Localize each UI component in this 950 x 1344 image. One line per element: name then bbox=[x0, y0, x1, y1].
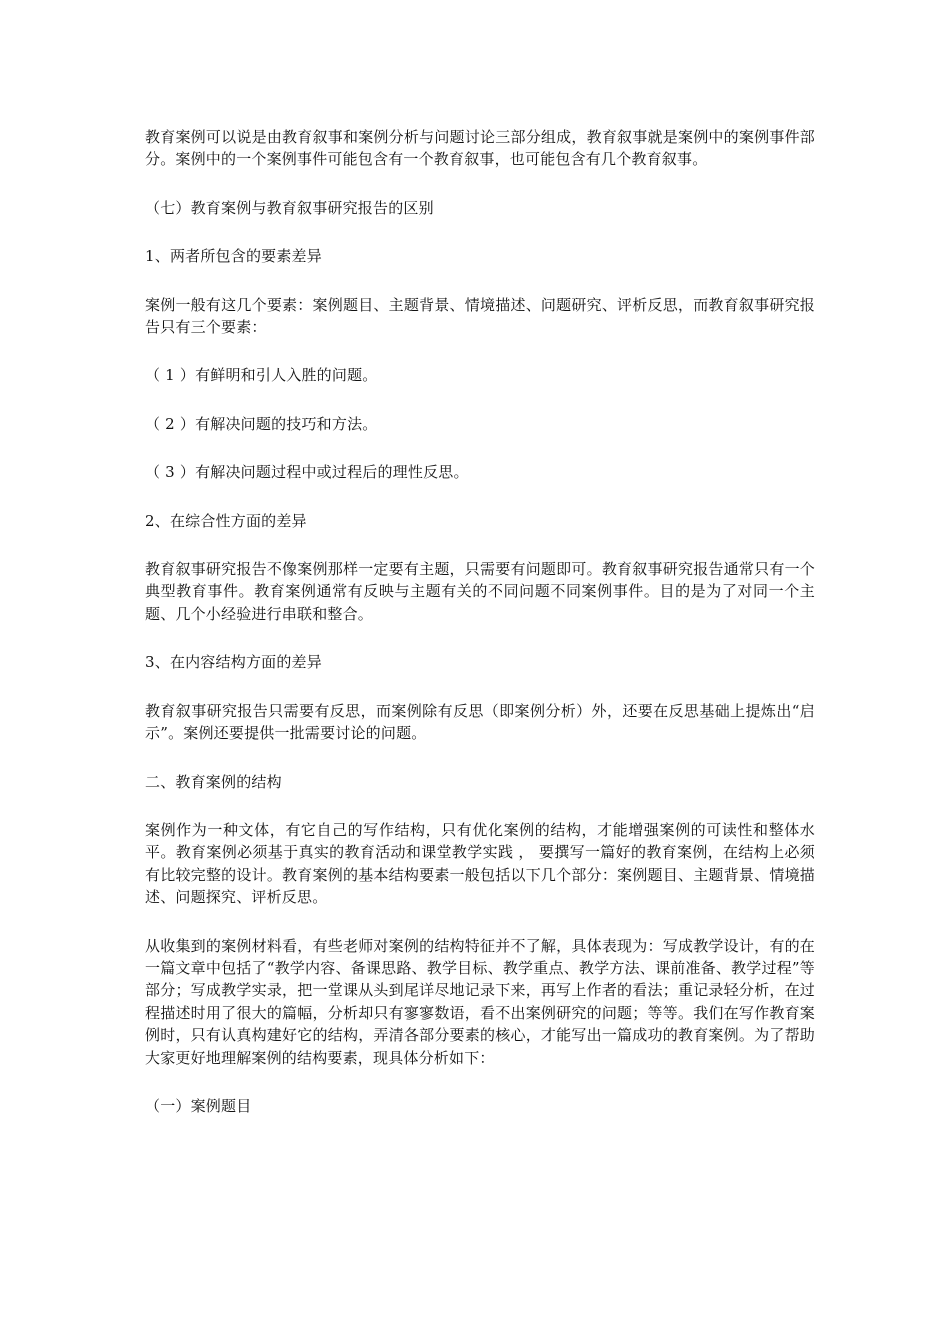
section-heading-case-structure: 二、教育案例的结构 bbox=[145, 772, 282, 791]
section-heading-7: （七）教育案例与教育叙事研究报告的区别 bbox=[145, 198, 434, 217]
paragraph-elements: 案例一般有这几个要素：案例题目、主题背景、情境描述、问题研究、评析反思，而教育叙事研究报告只有三个要素： bbox=[145, 295, 815, 337]
subheading-case-title: （一）案例题目 bbox=[145, 1096, 252, 1115]
subheading-elements-difference: 1、两者所包含的要素差异 bbox=[145, 247, 322, 266]
paragraph-structure-difference: 教育叙事研究报告只需要有反思，而案例除有反思（即案例分析）外，还要在反思基础上提炼出“启示”。案例还要提供一批需要讨论的问题。 bbox=[145, 701, 815, 743]
paragraph-comprehensive: 教育叙事研究报告不像案例那样一定要有主题，只需要有问题即可。教育叙事研究报告通常只有一个典型教育事件。教育案例通常有反映与主题有关的不同问题不同案例事件。目的是为了对同一个主题、几个小经验进行串联和整合。 bbox=[145, 560, 815, 623]
paragraph-collected-materials: 从收集到的案例材料看，有些老师对案例的结构特征并不了解，具体表现为：写成教学设计，有的在一篇文章中包括了“教学内容、备课思路、教学目标、教学重点、教学方法、课前准备、教学过程”等部分；写成教学实录，把一堂课从头到尾详尽地记录下来，再写上作者的看法；重记录轻分析，在过程描述时用了很大的篇幅，分析却只有寥寥数语，看不出案例研究的问题；等等。我们在写作教育案例时，只有认真构建好它的结构，弄清各部分要素的核心，才能写出一篇成功的教育案例。为了帮助大家更好地理解案例的结构要素，现具体分析如下： bbox=[145, 936, 815, 1067]
subheading-structure-difference: 3、在内容结构方面的差异 bbox=[145, 653, 322, 672]
paragraph-intro: 教育案例可以说是由教育叙事和案例分析与问题讨论三部分组成，教育叙事就是案例中的案例事件部分。案例中的一个案例事件可能包含有一个教育叙事，也可能包含有几个教育叙事。 bbox=[145, 128, 815, 169]
list-item-2: （ 2 ）有解决问题的技巧和方法。 bbox=[145, 414, 378, 433]
list-item-1: （ 1 ）有鲜明和引人入胜的问题。 bbox=[145, 366, 378, 385]
subheading-comprehensive-difference: 2、在综合性方面的差异 bbox=[145, 511, 307, 530]
document-body bbox=[145, 126, 815, 1143]
paragraph-case-structure: 案例作为一种文体，有它自己的写作结构，只有优化案例的结构，才能增强案例的可读性和整体水平。教育案例必须基于真实的教育活动和课堂教学实践 ， 要撰写一篇好的教育案例，在结构上必须有比较完整的设计。教育案例的基本结构要素一般包括以下几个部分：案例题目、主题背景、情境描述、问题探究、评析反思。 bbox=[145, 820, 815, 907]
list-item-3: （ 3 ）有解决问题过程中或过程后的理性反思。 bbox=[145, 463, 469, 482]
